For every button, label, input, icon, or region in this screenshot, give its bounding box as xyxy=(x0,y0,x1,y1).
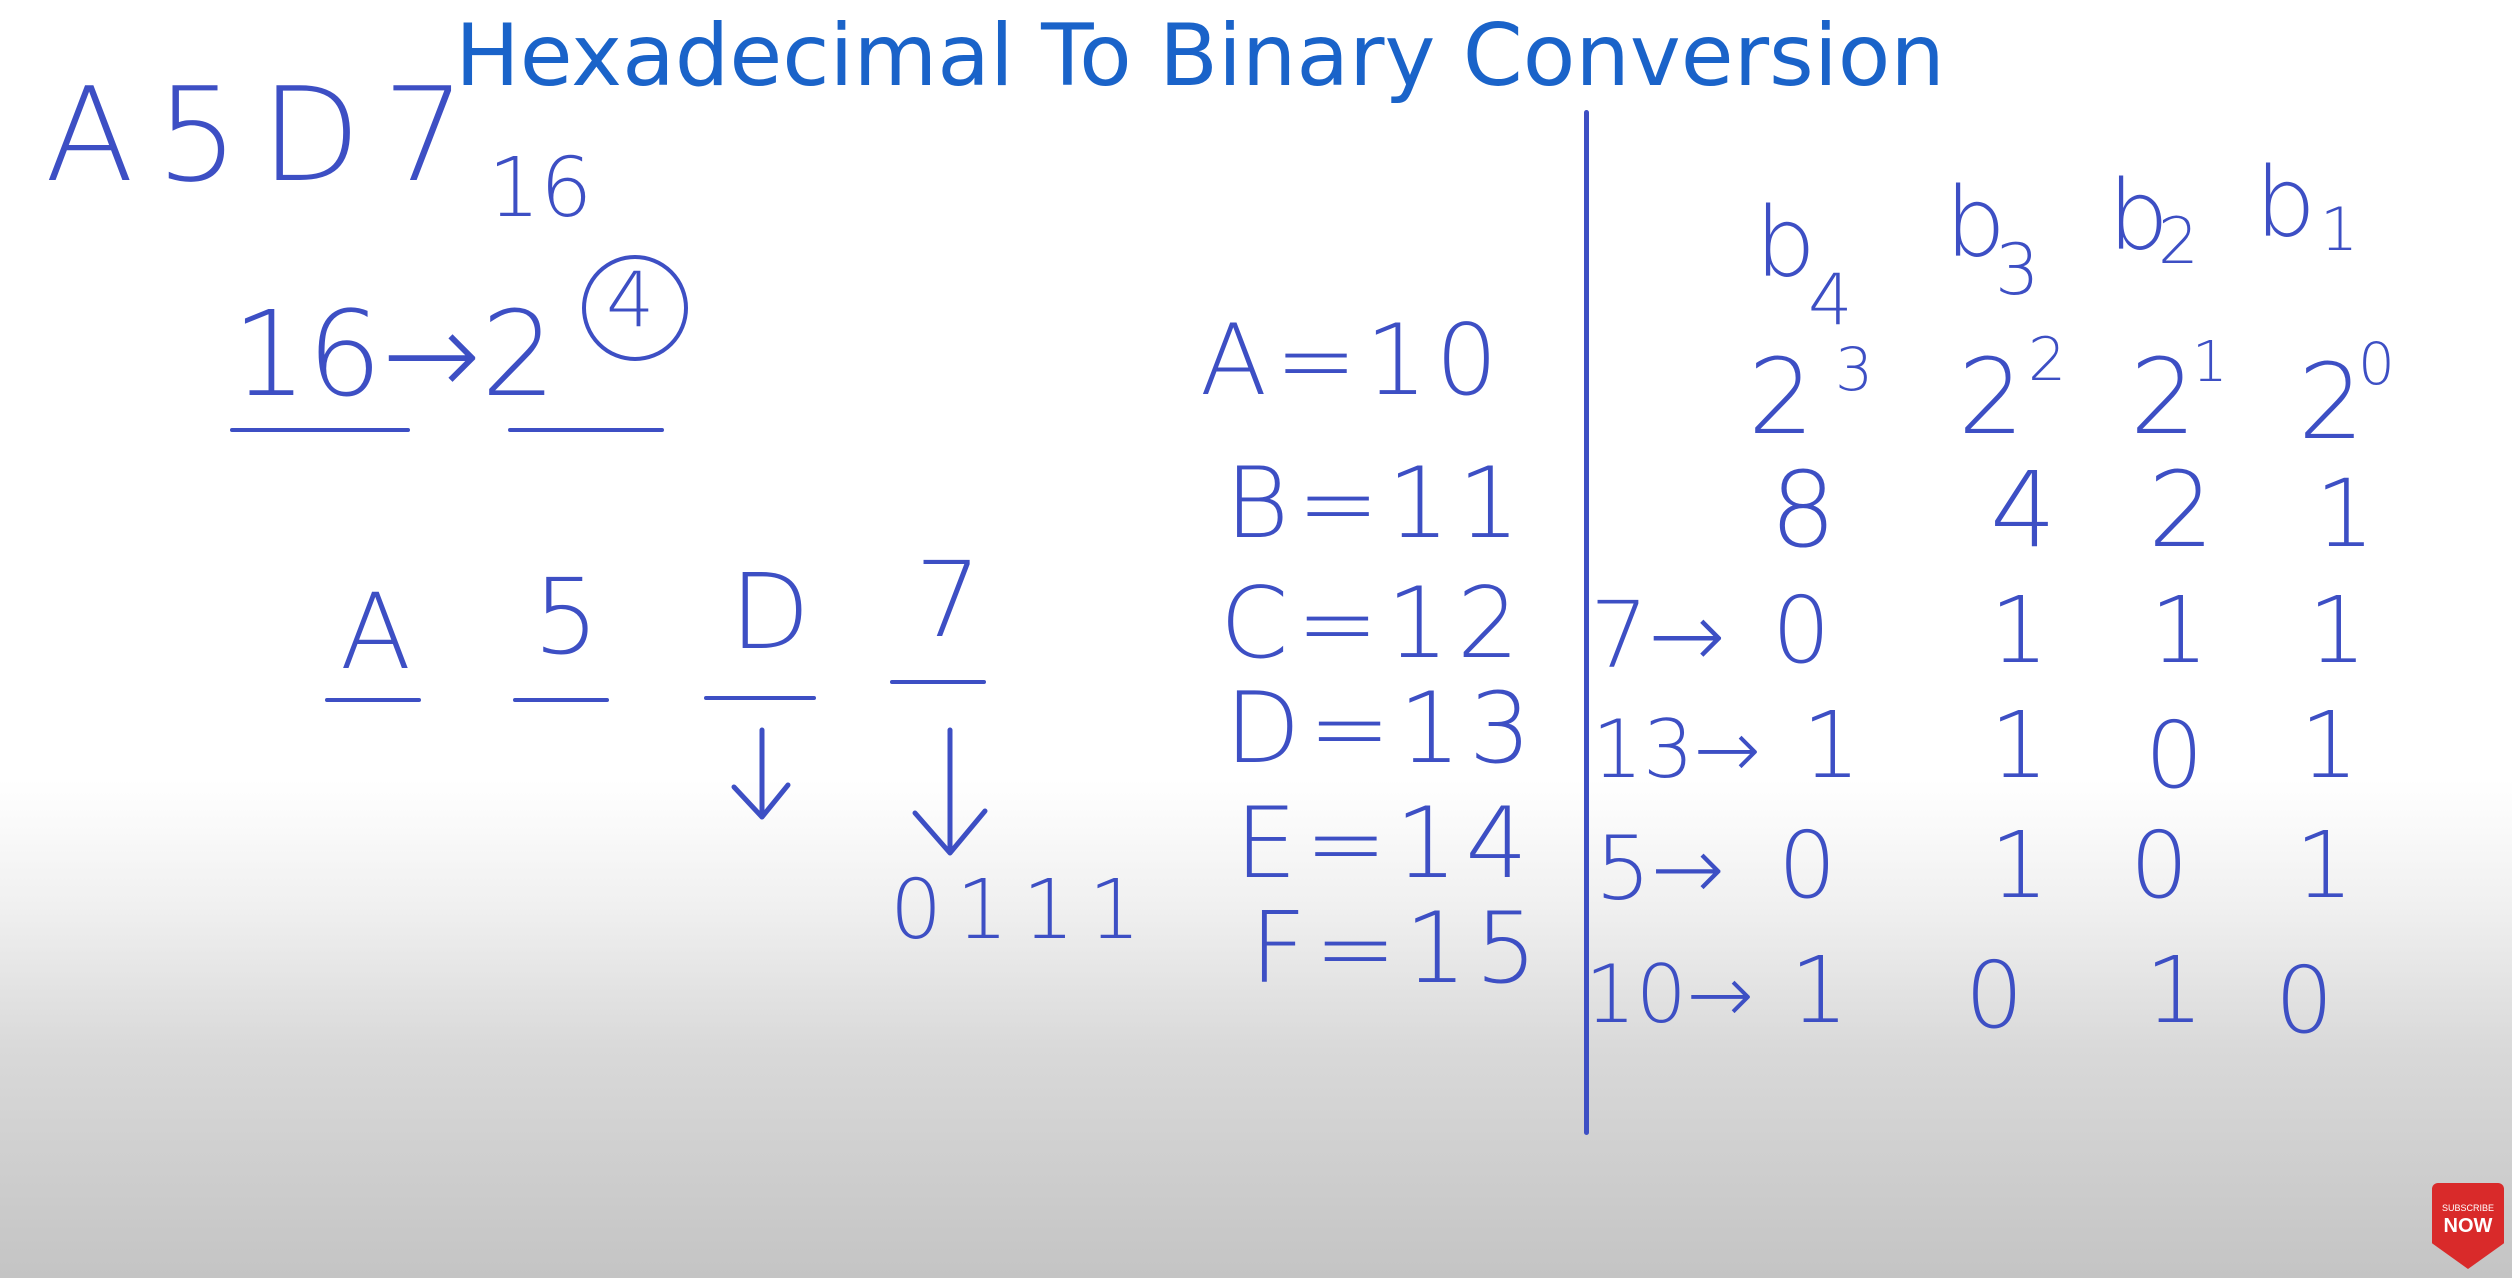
bit-cell: 0 xyxy=(2145,702,2204,809)
bit-label-b2-sub: 2 xyxy=(2158,205,2199,279)
hex-base: 16 xyxy=(488,141,593,236)
map-e: E=14 xyxy=(1235,787,1536,901)
digit-a: A xyxy=(340,571,412,693)
digit-5: 5 xyxy=(533,556,600,678)
subscribe-badge[interactable] xyxy=(2432,1183,2504,1269)
power-2-3-exp: 3 xyxy=(1835,335,1874,405)
bit-label-b3-sub: 3 xyxy=(1995,229,2040,311)
bit-cell: 0 xyxy=(2130,812,2189,919)
weight-8: 8 xyxy=(1770,449,1837,571)
underline-a xyxy=(325,698,421,702)
bit-label-b1: b xyxy=(2255,147,2316,259)
bit-cell: 1 xyxy=(2150,577,2209,684)
bit-cell: 0 xyxy=(1778,812,1837,919)
bit-cell: 1 xyxy=(2300,692,2359,799)
down-arrow-icon xyxy=(905,725,995,865)
bit-label-b2: b xyxy=(2108,160,2169,272)
bit-cell: 1 xyxy=(2308,577,2367,684)
power-2-0: 2 xyxy=(2298,341,2365,463)
bit-label-b1-sub: 1 xyxy=(2320,195,2359,265)
bit-label-b3: b xyxy=(1945,167,2006,279)
underline-d xyxy=(704,696,816,700)
row-label: 7→ xyxy=(1590,582,1726,689)
digit-d: D xyxy=(730,551,811,673)
underline-7 xyxy=(890,680,986,684)
digit-7: 7 xyxy=(915,539,982,661)
power-2-1: 2 xyxy=(2130,336,2197,458)
bit-cell: 1 xyxy=(2145,937,2204,1044)
bit-cell: 0 xyxy=(1965,942,2024,1049)
base-equation: 16→2 xyxy=(232,285,557,423)
map-d: D=13 xyxy=(1225,672,1540,786)
bit-cell: 0 xyxy=(2275,947,2334,1054)
bit-cell: 1 xyxy=(1990,692,2049,799)
result-7-binary: 0111 xyxy=(890,863,1155,958)
bit-cell: 1 xyxy=(1802,692,1861,799)
hex-number: A5D7 xyxy=(45,59,488,211)
underline-5 xyxy=(513,698,609,702)
power-2-2-exp: 2 xyxy=(2028,325,2067,395)
bit-cell: 0 xyxy=(1772,577,1831,684)
bit-label-b4: b xyxy=(1755,187,1816,299)
badge-line2: NOW xyxy=(2443,1215,2493,1237)
map-c: C=12 xyxy=(1220,567,1528,681)
power-2-2: 2 xyxy=(1958,336,2025,458)
row-label: 13→ xyxy=(1592,703,1761,796)
bit-cell: 1 xyxy=(1790,937,1849,1044)
weight-2: 2 xyxy=(2148,449,2215,571)
map-a: A=10 xyxy=(1200,304,1506,418)
underline-16 xyxy=(230,428,410,432)
exponent: 4 xyxy=(606,255,655,344)
down-arrow-icon xyxy=(722,725,802,825)
map-b: B=11 xyxy=(1225,447,1528,561)
map-f: F=15 xyxy=(1250,892,1546,1006)
underline-2 xyxy=(508,428,664,432)
weight-1: 1 xyxy=(2315,460,2375,569)
power-2-1-exp: 1 xyxy=(2192,330,2228,395)
weight-4: 4 xyxy=(1990,449,2057,571)
badge-line1: SUBSCRIBE xyxy=(2441,1203,2494,1213)
page-title: Hexadecimal To Binary Conversion xyxy=(455,6,1945,106)
bit-cell: 1 xyxy=(1990,812,2049,919)
row-label: 10→ xyxy=(1585,948,1754,1041)
bit-label-b4-sub: 4 xyxy=(1808,259,1853,341)
power-2-0-exp: 0 xyxy=(2358,330,2395,398)
bit-cell: 1 xyxy=(2295,812,2354,919)
power-2-3: 2 xyxy=(1748,336,1815,458)
bit-cell: 1 xyxy=(1990,577,2049,684)
row-label: 5→ xyxy=(1595,817,1725,920)
